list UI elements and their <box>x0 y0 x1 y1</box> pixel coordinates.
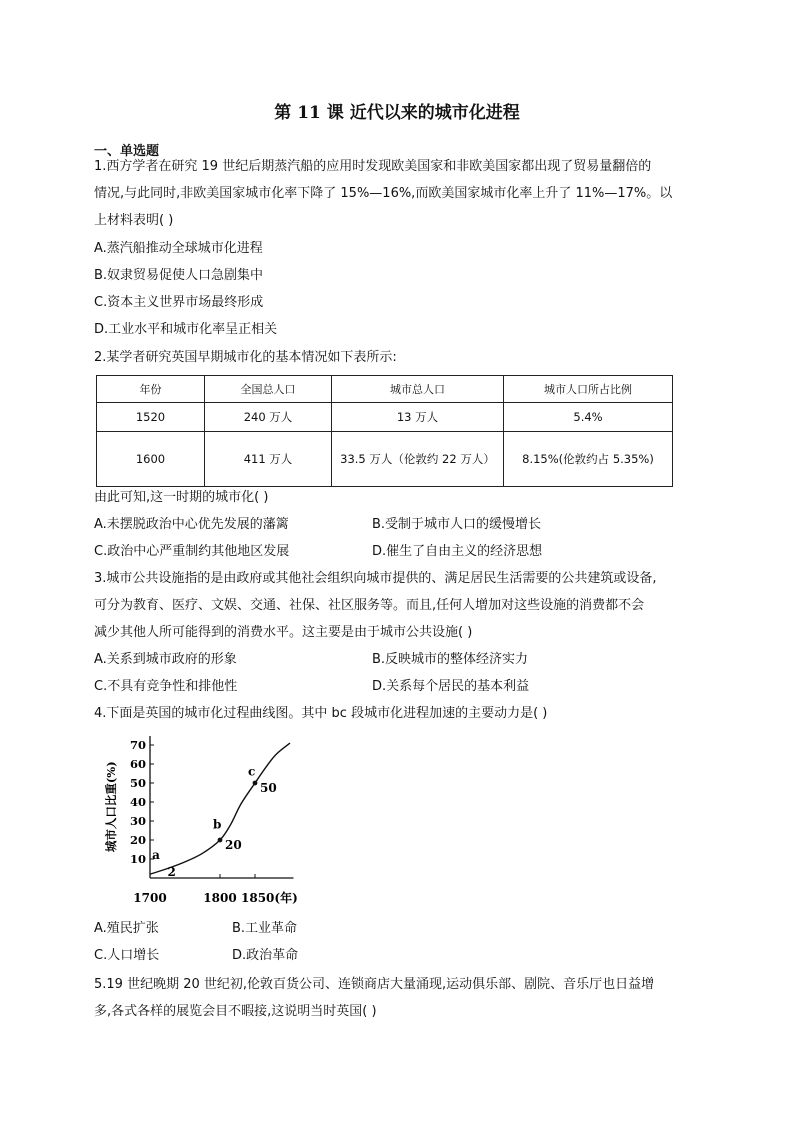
table-cell: 8.15%(伦敦约占 5.35%) <box>504 432 673 487</box>
q3-stem-line-1: 3.城市公共设施指的是由政府或其他社会组织向城市提供的、满足居民生活需要的公共建筑或设备, <box>94 571 657 586</box>
data-label: 20 <box>225 838 242 852</box>
q3-option-b[interactable]: B.反映城市的整体经济实力 <box>372 652 529 667</box>
y-tick-label: 20 <box>129 833 146 847</box>
point-label: a <box>152 848 160 862</box>
point-label: c <box>248 764 256 779</box>
q1-option-a[interactable]: A.蒸汽船推动全球城市化进程 <box>94 241 263 256</box>
point-label: 2 <box>167 865 176 880</box>
q3-option-c[interactable]: C.不具有竞争性和排他性 <box>94 679 238 694</box>
q1-stem-line-2: 情况,与此同时,非欧美国家城市化率下降了 15%—16%,而欧美国家城市化率上升了 11%—17%。以 <box>94 186 673 201</box>
q2-stem: 2.某学者研究英国早期城市化的基本情况如下表所示: <box>94 350 397 365</box>
q2-option-c[interactable]: C.政治中心严重制约其他地区发展 <box>94 544 290 559</box>
table-header: 年份 <box>97 376 205 403</box>
population-table <box>96 375 673 487</box>
table-cell: 240 万人 <box>205 403 332 432</box>
q2-option-b[interactable]: B.受制于城市人口的缓慢增长 <box>372 517 542 532</box>
series-line <box>150 743 290 874</box>
data-label: 50 <box>260 781 277 795</box>
y-tick-label: 10 <box>129 852 146 866</box>
y-tick-label: 40 <box>129 795 146 809</box>
q4-option-c[interactable]: C.人口增长 <box>94 948 160 963</box>
q4-option-d[interactable]: D.政治革命 <box>232 948 299 963</box>
table-header: 全国总人口 <box>205 376 332 403</box>
q1-stem-line-1: 1.西方学者在研究 19 世纪后期蒸汽船的应用时发现欧美国家和非欧美国家都出现了贸易量翻倍的 <box>94 159 652 174</box>
y-axis-label: 城市人口比重(%) <box>104 761 118 853</box>
table-cell: 1600 <box>97 432 205 487</box>
q3-stem-line-3: 减少其他人所可能得到的消费水平。这主要是由于城市公共设施( ) <box>94 625 473 640</box>
y-tick-label: 30 <box>129 814 146 828</box>
q1-option-c[interactable]: C.资本主义世界市场最终形成 <box>94 295 264 310</box>
y-tick-label: 60 <box>129 757 146 771</box>
x-tick-label: 1850(年) <box>241 891 298 905</box>
table-cell: 1520 <box>97 403 205 432</box>
x-tick-label: 1800 <box>203 891 237 905</box>
table-row <box>97 432 673 487</box>
q3-option-d[interactable]: D.关系每个居民的基本利益 <box>372 679 530 694</box>
table-header-row <box>97 376 673 403</box>
q2-after-text: 由此可知,这一时期的城市化( ) <box>94 490 269 505</box>
data-point <box>253 781 258 786</box>
q4-option-a[interactable]: A.殖民扩张 <box>94 921 159 936</box>
page-title: 第 11 课 近代以来的城市化进程 <box>274 103 520 123</box>
data-point <box>218 838 223 843</box>
q3-stem-line-2: 可分为教育、医疗、文娱、交通、社保、社区服务等。而且,任何人增加对这些设施的消费都不会 <box>94 598 645 613</box>
y-tick-label: 50 <box>129 776 146 790</box>
x-tick-label: 1700 <box>133 891 167 905</box>
urbanization-line-chart <box>100 736 310 912</box>
table-cell: 5.4% <box>504 403 673 432</box>
q4-stem: 4.下面是英国的城市化过程曲线图。其中 bc 段城市化进程加速的主要动力是( ) <box>94 706 548 721</box>
q3-option-a[interactable]: A.关系到城市政府的形象 <box>94 652 237 667</box>
q2-option-d[interactable]: D.催生了自由主义的经济思想 <box>372 544 543 559</box>
q5-stem-line-1: 5.19 世纪晚期 20 世纪初,伦敦百货公司、连锁商店大量涌现,运动俱乐部、剧院、音乐厅也日益增 <box>94 977 655 992</box>
table-cell: 33.5 万人（伦敦约 22 万人） <box>332 432 504 487</box>
point-label: b <box>213 817 222 832</box>
section-heading: 一、单选题 <box>94 144 160 159</box>
q4-option-b[interactable]: B.工业革命 <box>232 921 298 936</box>
table-header: 城市人口所占比例 <box>504 376 673 403</box>
q2-option-a[interactable]: A.未摆脱政治中心优先发展的藩篱 <box>94 517 289 532</box>
q1-option-d[interactable]: D.工业水平和城市化率呈正相关 <box>94 322 278 337</box>
table-header: 城市总人口 <box>332 376 504 403</box>
q1-stem-line-3: 上材料表明( ) <box>94 213 174 228</box>
table-cell: 411 万人 <box>205 432 332 487</box>
y-tick-label: 70 <box>129 738 146 752</box>
q1-option-b[interactable]: B.奴隶贸易促使人口急剧集中 <box>94 268 264 283</box>
table-cell: 13 万人 <box>332 403 504 432</box>
q5-stem-line-2: 多,各式各样的展览会目不暇接,这说明当时英国( ) <box>94 1004 377 1019</box>
table-row <box>97 403 673 432</box>
